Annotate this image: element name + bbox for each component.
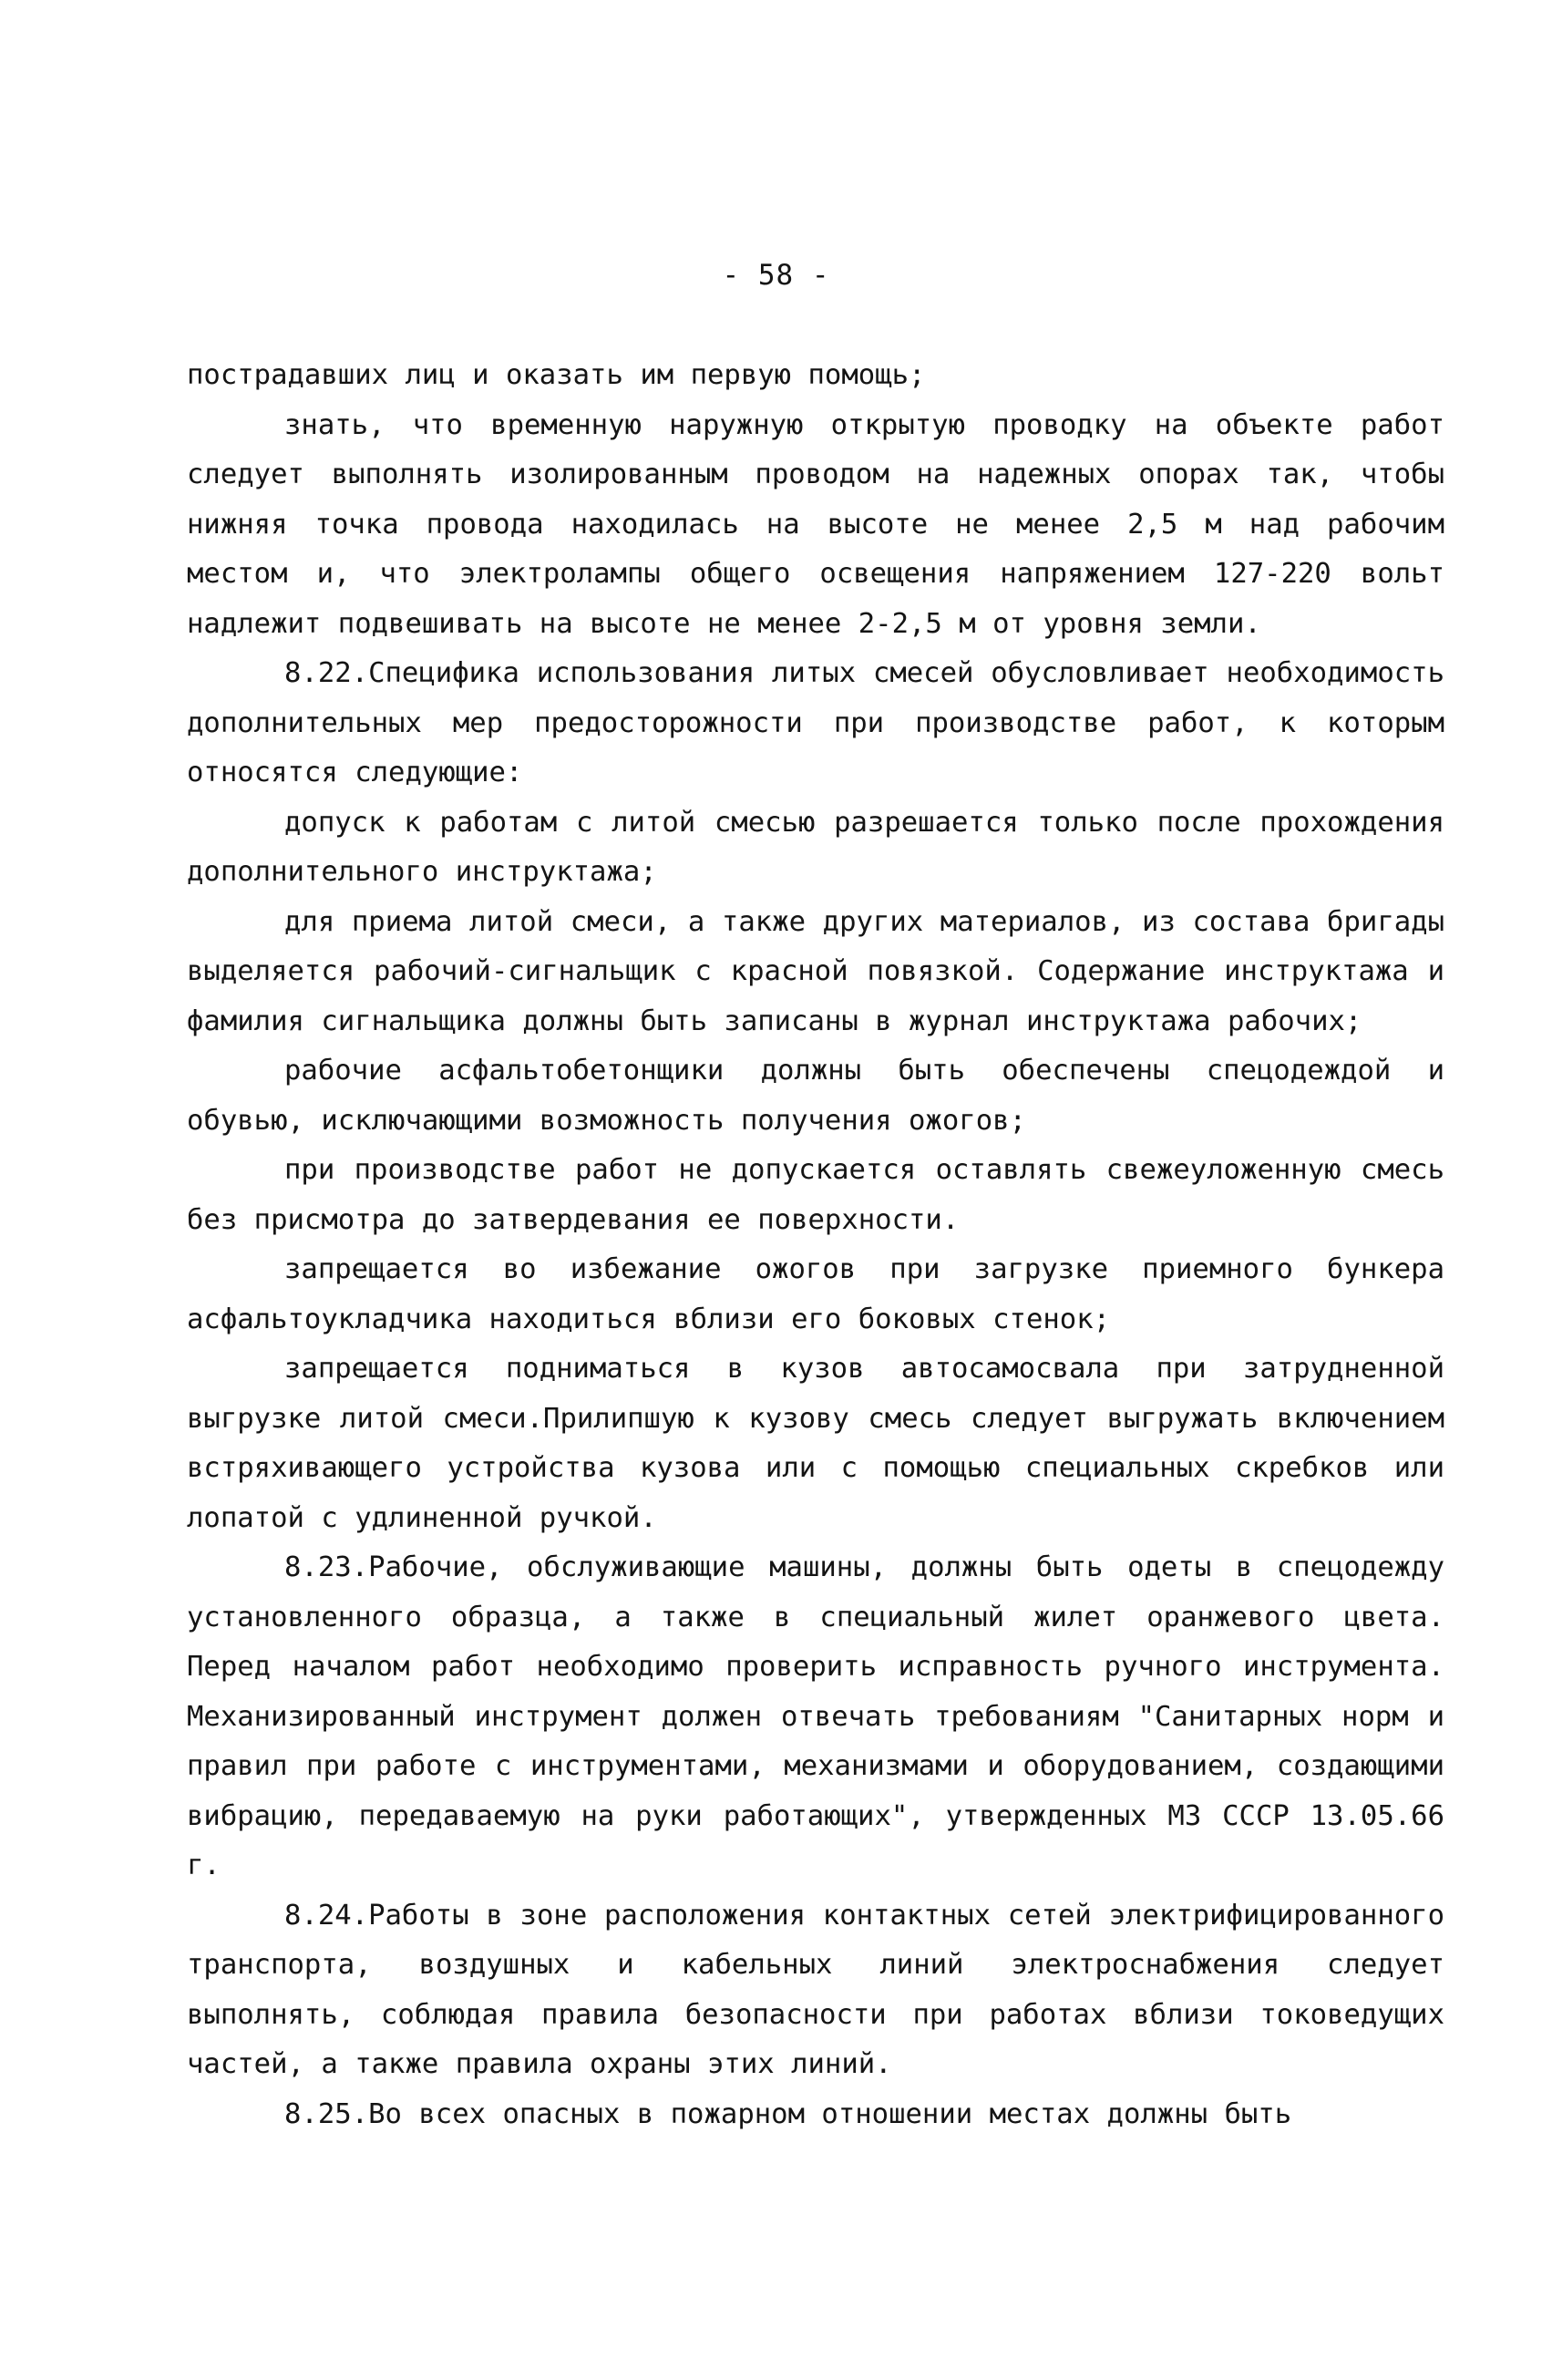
- paragraph-dump-truck: запрещается подниматься в кузов автосамосвала при затрудненной выгрузке литой смеси.Прилипшую к кузову смесь следует выгружать включением встряхивающего устройства кузова или с помощью специальных скребков или лопатой с удлиненной ручкой.: [187, 1353, 1444, 1534]
- body-text: [187, 351, 1444, 2139]
- paragraph-8-25: 8.25.Во всех опасных в пожарном отношении местах должны быть: [284, 2097, 1292, 2130]
- paragraph-unattended-mix: при производстве работ не допускается оставлять свежеуложенную смесь без присмотра до затвердевания ее поверхности.: [187, 1154, 1444, 1236]
- paragraph-hopper: запрещается во избежание ожогов при загрузке приемного бункера асфальтоукладчика находиться вблизи его боковых стенок;: [187, 1253, 1444, 1335]
- paragraph-wiring-requirements: знать, что временную наружную открытую проводку на объекте работ следует выполнять изолированным проводом на надежных опорах так, чтобы нижняя точка провода находилась на высоте не менее 2,5 м над рабочим местом и, что электролампы общего освещения напряжением 127-220 вольт надлежит подвешивать на высоте не менее 2-2,5 м от уровня земли.: [187, 408, 1444, 640]
- paragraph-8-23: 8.23.Рабочие, обслуживающие машины, должны быть одеты в спецодежду установленного образца, а также в специальный жилет оранжевого цвета. Перед началом работ необходимо проверить исправность ручного инструмента. Механизированный инструмент должен отвечать требованиям "Санитарных норм и правил при работе с инструментами, механизмами и оборудованием, создающими вибрацию, передаваемую на руки работающих", утвержденных МЗ СССР 13.05.66 г.: [187, 1551, 1444, 1881]
- paragraph-continuation: пострадавших лиц и оказать им первую помощь;: [187, 359, 926, 391]
- paragraph-8-24: 8.24.Работы в зоне расположения контактных сетей электрифицированного транспорта, воздушных и кабельных линий электроснабжения следует выполнять, соблюдая правила безопасности при работах вблизи токоведущих частей, а также правила охраны этих линий.: [187, 1899, 1444, 2080]
- page-number: - 58 -: [722, 259, 830, 292]
- paragraph-8-22: 8.22.Специфика использования литых смесей обусловливает необходимость дополнительных мер предосторожности при производстве работ, к которым относятся следующие:: [187, 657, 1444, 788]
- paragraph-admission: допуск к работам с литой смесью разрешается только после прохождения дополнительного инструктажа;: [187, 806, 1444, 888]
- paragraph-protective-clothing: рабочие асфальтобетонщики должны быть обеспечены спецодеждой и обувью, исключающими возможность получения ожогов;: [187, 1055, 1444, 1137]
- paragraph-signalman: для приема литой смеси, а также других материалов, из состава бригады выделяется рабочий-сигнальщик с красной повязкой. Содержание инструктажа и фамилия сигнальщика должны быть записаны в журнал инструктажа рабочих;: [187, 905, 1444, 1037]
